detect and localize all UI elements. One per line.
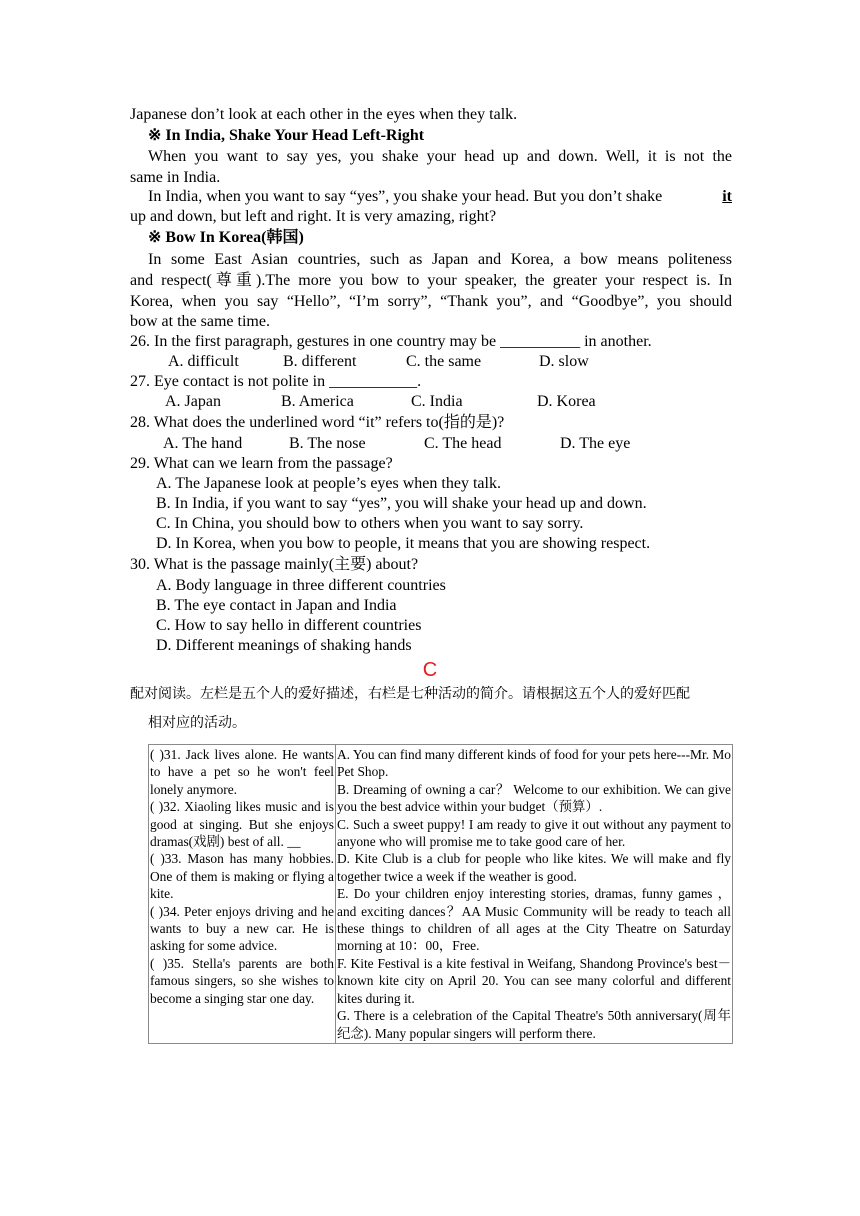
option-30-d[interactable]: D. Different meanings of shaking hands [156,637,412,654]
option-26-d[interactable]: D. slow [539,353,589,370]
option-26-b[interactable]: B. different [283,353,357,370]
option-29-c[interactable]: C. In China, you should bow to others when you want to say sorry. [156,515,584,532]
option-30-a[interactable]: A. Body language in three different countries [156,577,446,594]
activity-d: D. Kite Club is a club for people who like kites. We will make and fly together twice a week if the weather is good. [337,851,731,884]
option-27-a[interactable]: A. Japan [165,393,221,410]
option-30-b[interactable]: B. The eye contact in Japan and India [156,597,397,614]
question-29: 29. What can we learn from the passage? [130,455,393,472]
section-heading-india: ※ In India, Shake Your Head Left-Right [148,127,425,144]
section-c-instruction: 配对阅读。左栏是五个人的爱好描述，右栏是七种活动的简介。请根据这五个人的爱好匹配 [130,686,690,702]
question-28: 28. What does the underlined word “it” refers to(指的是)? [130,414,505,431]
activity-e: E. Do your children enjoy interesting stories, dramas, funny games ， and exciting dances？AA Music Community will be ready to teach all these things to children of all ages at the City Theatre on Saturday morning at 10：00，Free. [337,886,731,954]
option-29-b[interactable]: B. In India, if you want to say “yes”, you will shake your head up and down. [156,495,647,512]
passage-line: bow at the same time. [130,313,270,330]
passage-line: same in India. [130,169,221,186]
option-27-b[interactable]: B. America [281,393,354,410]
passage-line [148,187,732,207]
passage-line: In some East Asian countries, such as Japan and Korea, a bow means politeness [148,251,732,268]
passage-line: Korea, when you say “Hello”, “I’m sorry”, “Thank you”, and “Goodbye”, you should [130,293,732,310]
option-29-a[interactable]: A. The Japanese look at people’s eyes when they talk. [156,475,501,492]
matching-item-31[interactable]: ( )31. Jack lives alone. He wants to have a pet so he won't feel lonely anymore. [150,747,334,797]
underlined-word-it: it [722,188,732,205]
option-28-d[interactable]: D. The eye [560,435,631,452]
matching-item-34[interactable]: ( )34. Peter enjoys driving and he wants to buy a new car. He is asking for some advice. [150,903,334,954]
matching-row [149,745,733,1044]
passage-line: up and down, but left and right. It is very amazing, right? [130,208,497,225]
passage-line: Japanese don’t look at each other in the eyes when they talk. [130,106,518,123]
section-c-title: C [422,659,438,681]
activity-g: G. There is a celebration of the Capital Theatre's 50th anniversary(周年纪念). Many popular singers will perform there. [337,1008,731,1041]
option-28-b[interactable]: B. The nose [289,435,366,452]
matching-item-35[interactable]: ( )35. Stella's parents are both famous singers, so she wishes to become a singing star one day. [150,955,334,1006]
option-26-a[interactable]: A. difficult [168,353,239,370]
option-27-c[interactable]: C. India [411,393,463,410]
matching-table [148,744,733,1044]
question-26: 26. In the first paragraph, gestures in one country may be __________ in another. [130,333,652,350]
activity-b: B. Dreaming of owning a car？ Welcome to our exhibition. We can give you the best advice within your budget（预算）. [337,781,731,815]
option-27-d[interactable]: D. Korea [537,393,596,410]
option-28-a[interactable]: A. The hand [163,435,243,452]
activity-a: A. You can find many different kinds of food for your pets here---Mr. Mo Pet Shop. [337,747,731,780]
section-heading-korea: ※ Bow In Korea(韩国) [148,229,304,246]
passage-line: and respect(尊重).The more you bow to your speaker, the greater your respect is. In [130,272,732,289]
descriptions-column [149,745,336,1044]
activities-column [336,745,733,1044]
section-c-instruction: 相对应的活动。 [148,715,246,731]
matching-item-33[interactable]: ( )33. Mason has many hobbies. One of them is making or flying a kite. [150,851,334,902]
activity-c: C. Such a sweet puppy! I am ready to give it out without any payment to anyone who will promise me to take good care of her. [337,816,731,850]
option-26-c[interactable]: C. the same [406,353,482,370]
activity-f: F. Kite Festival is a kite festival in Weifang, Shandong Province's best－known kite city on April 20. You can see many colorful and different kites during it. [337,955,731,1006]
option-29-d[interactable]: D. In Korea, when you bow to people, it means that you are showing respect. [156,535,651,552]
option-30-c[interactable]: C. How to say hello in different countries [156,617,422,634]
option-28-c[interactable]: C. The head [424,435,502,452]
passage-line: When you want to say yes, you shake your head up and down. Well, it is not the [148,148,732,165]
question-30: 30. What is the passage mainly(主要) about? [130,556,419,573]
passage-text: In India, when you want to say “yes”, you shake your head. But you don’t shake [148,188,663,205]
matching-item-32[interactable]: ( )32. Xiaoling likes music and is good at singing. But she enjoys dramas(戏剧) best of all. __ [150,799,334,850]
question-27: 27. Eye contact is not polite in ___________. [130,373,422,390]
